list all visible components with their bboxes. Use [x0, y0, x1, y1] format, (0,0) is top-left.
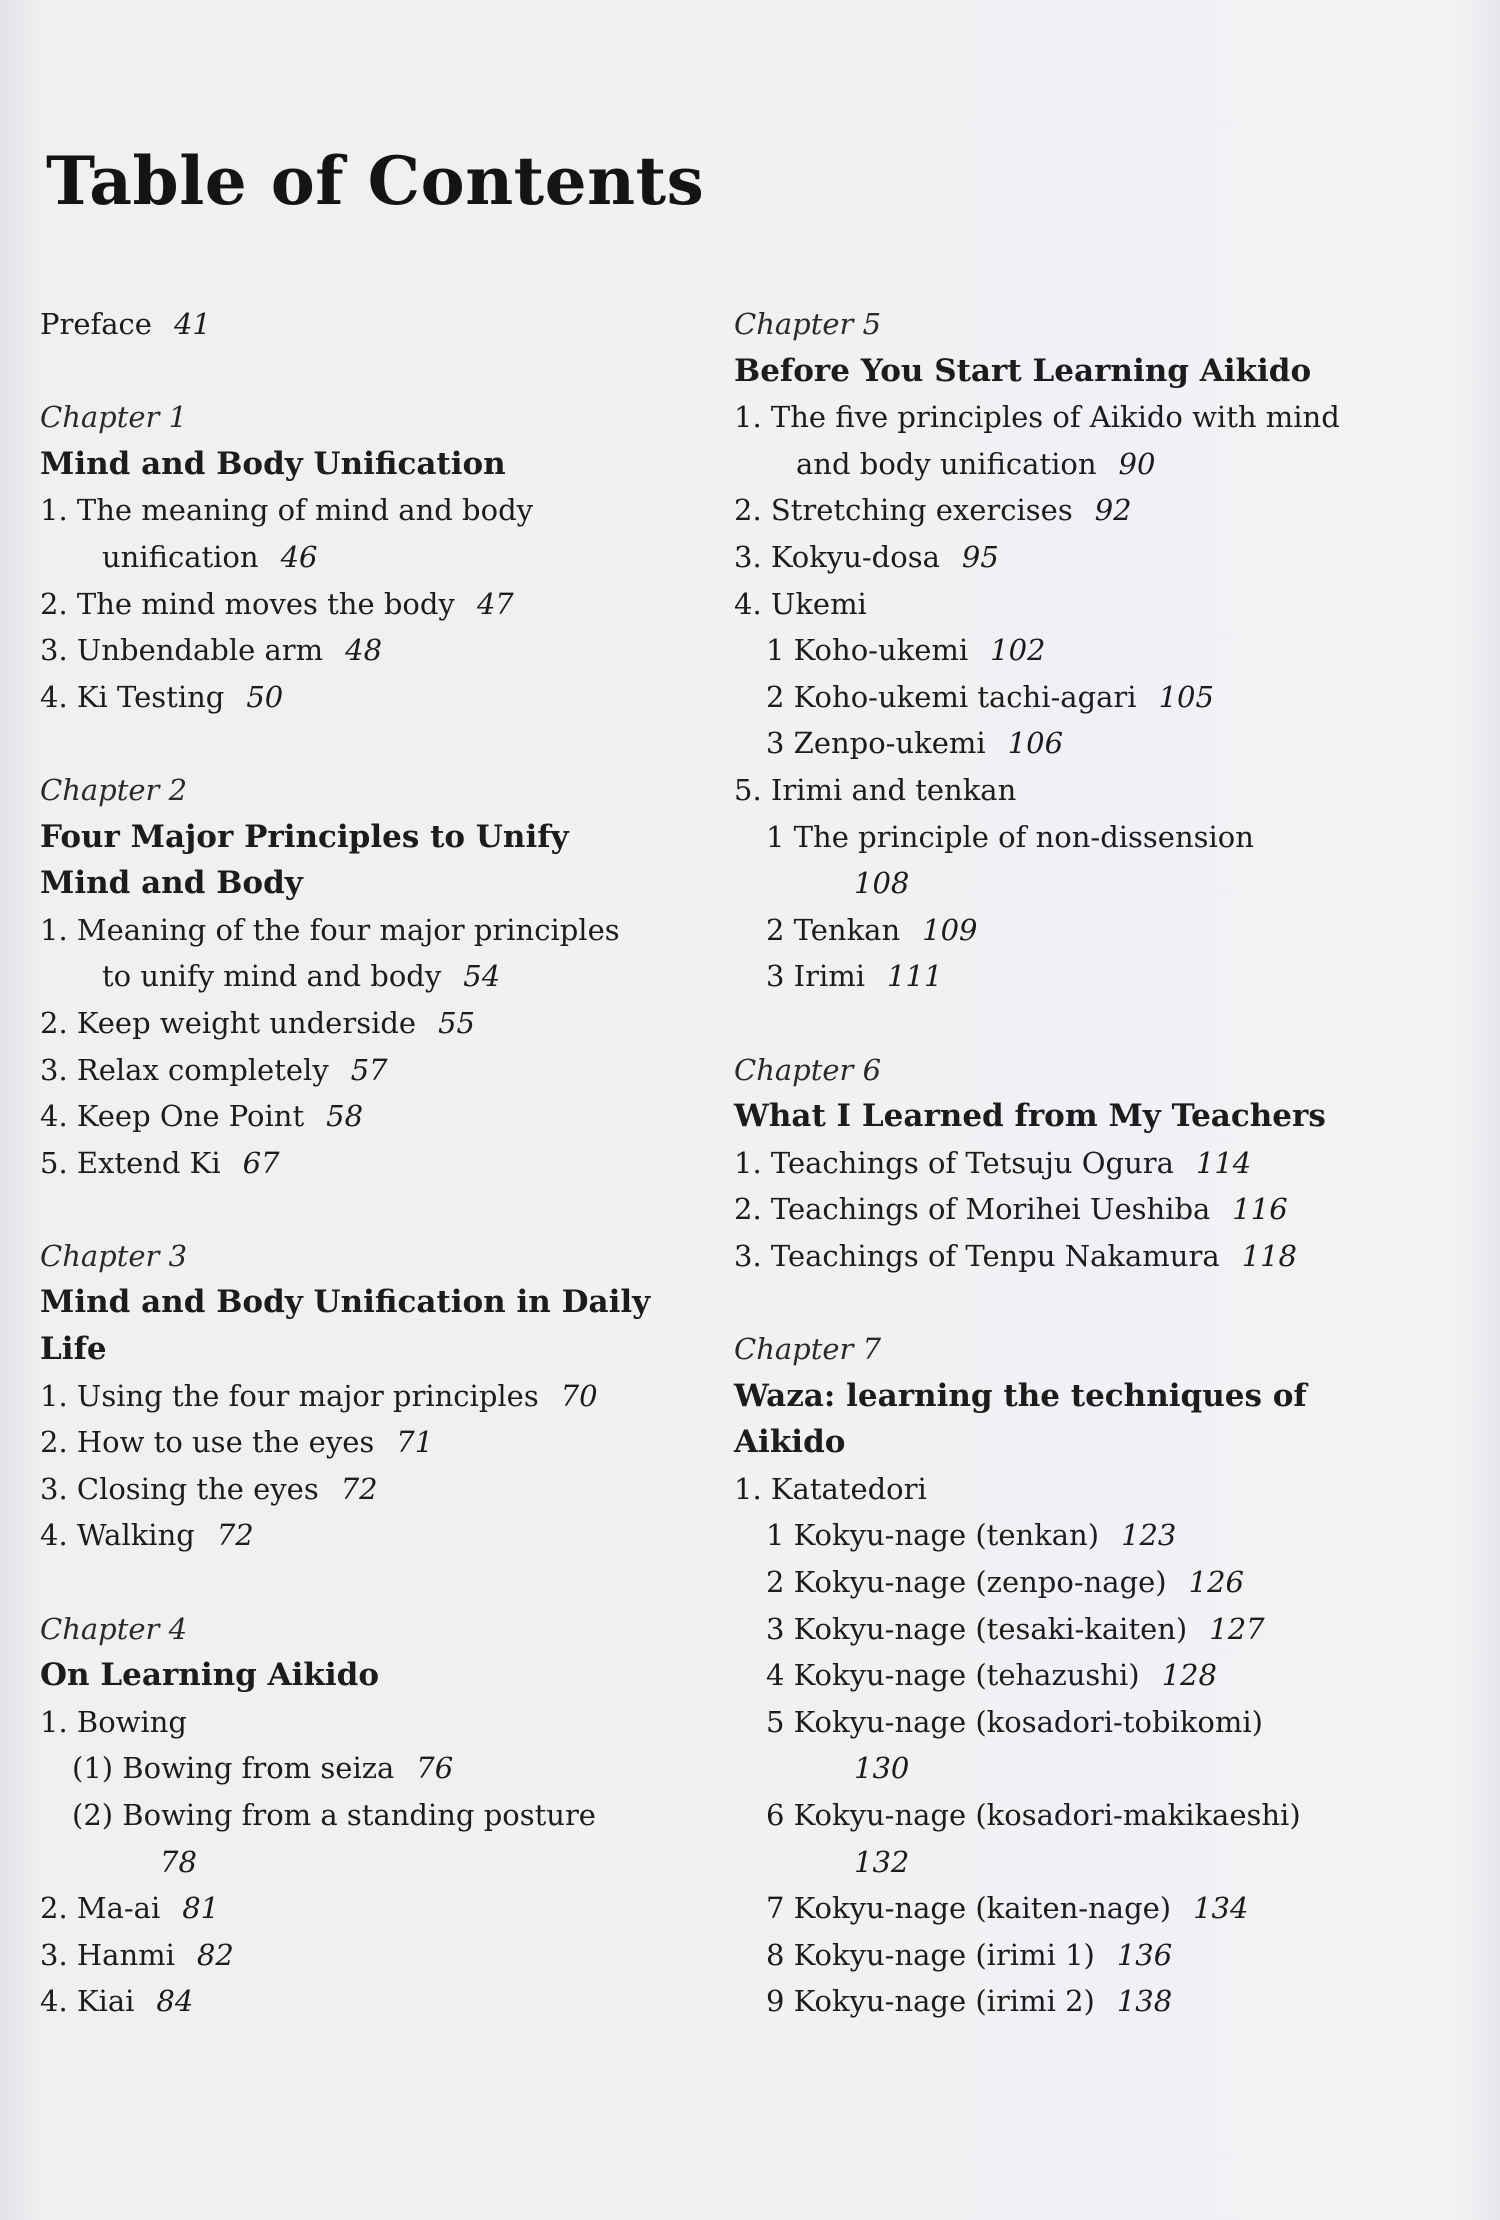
toc-entry	[734, 1186, 1374, 1233]
page-number: 109	[922, 912, 978, 947]
toc-subentry	[734, 627, 1374, 674]
page-number: 46	[280, 539, 318, 574]
toc-entry	[734, 1233, 1374, 1280]
page-number: 134	[1193, 1891, 1249, 1926]
entry-text: unification	[102, 539, 259, 574]
toc-subentry	[40, 1745, 680, 1792]
entry-text: Life	[40, 1331, 107, 1368]
page-number: 118	[1241, 1238, 1297, 1273]
toc-entry	[734, 534, 1374, 581]
toc-entry	[734, 1466, 1374, 1513]
entry-text: 9 Kokyu-nage (irimi 2)	[766, 1984, 1095, 2019]
entry-text: 3. Hanmi	[40, 1937, 175, 1972]
page-number: 116	[1232, 1192, 1288, 1227]
page-number: 67	[242, 1145, 280, 1180]
entry-text: 3. Closing the eyes	[40, 1471, 319, 1506]
toc-entry	[40, 1512, 680, 1559]
toc-subentry	[734, 1606, 1374, 1653]
page-number: 132	[854, 1844, 910, 1879]
chapter-label	[40, 1233, 680, 1280]
page-number: 71	[396, 1425, 434, 1460]
toc-entry	[40, 487, 680, 534]
page-number: 105	[1158, 679, 1214, 714]
toc-entry	[40, 1419, 680, 1466]
page-number: 102	[990, 633, 1046, 668]
toc-entry	[40, 301, 680, 348]
page-number: 114	[1195, 1145, 1252, 1180]
page-number: 58	[326, 1099, 364, 1134]
page-number: 84	[156, 1984, 194, 2019]
page-number: 54	[463, 959, 501, 994]
toc-entry	[734, 767, 1374, 814]
entry-text: 3. Relax completely	[40, 1052, 329, 1087]
page-number: 123	[1121, 1518, 1177, 1553]
toc-left-column	[40, 301, 680, 2025]
toc-entry	[40, 907, 680, 954]
entry-text: 5 Kokyu-nage (kosadori-tobikomi)	[766, 1704, 1263, 1739]
page-number: 50	[246, 679, 284, 714]
entry-text: Chapter 7	[734, 1332, 882, 1367]
toc-entry-continuation	[40, 953, 680, 1000]
page-number: 127	[1209, 1611, 1265, 1646]
page-number: 126	[1188, 1565, 1244, 1600]
chapter-label	[40, 1606, 680, 1653]
toc-entry	[734, 1140, 1374, 1187]
entry-text: Preface	[40, 307, 152, 341]
entry-text: 4. Ki Testing	[40, 679, 225, 714]
toc-entry	[734, 487, 1374, 534]
entry-text: 2. Ma-ai	[40, 1891, 161, 1926]
chapter-heading	[734, 1373, 1374, 1420]
entry-text: 2. Keep weight underside	[40, 1005, 417, 1040]
toc-subentry	[734, 1792, 1374, 1839]
toc-right-column	[734, 301, 1374, 2025]
entry-text: 7 Kokyu-nage (kaiten-nage)	[766, 1891, 1172, 1926]
entry-text: Four Major Principles to Unify	[40, 818, 569, 855]
toc-subentry	[40, 1792, 680, 1839]
toc-subentry	[734, 674, 1374, 721]
entry-text: 1. Teachings of Tetsuju Ogura	[734, 1145, 1174, 1180]
toc-entry	[40, 1093, 680, 1140]
toc-subentry-continuation	[734, 860, 1374, 907]
toc-subentry	[734, 1885, 1374, 1932]
entry-text: Chapter 5	[734, 307, 882, 341]
entry-text: 3 Irimi	[766, 959, 866, 994]
entry-text: 3 Kokyu-nage (tesaki-kaiten)	[766, 1611, 1188, 1646]
toc-entry	[734, 394, 1374, 441]
entry-text: 2 Kokyu-nage (zenpo-nage)	[766, 1565, 1167, 1600]
page-number: 128	[1161, 1658, 1217, 1693]
toc-subentry	[734, 907, 1374, 954]
entry-text: (2) Bowing from a standing posture	[72, 1798, 596, 1832]
toc-subentry	[734, 1932, 1374, 1979]
page-number: 136	[1116, 1937, 1173, 1972]
entry-text: 1 Koho-ukemi	[766, 633, 969, 668]
chapter-label	[40, 767, 680, 814]
toc-subentry	[734, 720, 1374, 767]
entry-text: On Learning Aikido	[40, 1657, 380, 1694]
entry-text: 3. Kokyu-dosa	[734, 539, 940, 574]
chapter-label	[734, 1326, 1374, 1373]
toc-subentry-continuation	[734, 1839, 1374, 1886]
entry-text: What I Learned from My Teachers	[734, 1098, 1326, 1135]
section-spacer	[734, 1000, 1374, 1047]
toc-entry	[40, 1140, 680, 1187]
entry-text: 1. Meaning of the four major principles	[40, 912, 620, 947]
section-spacer	[734, 1279, 1374, 1326]
entry-text: to unify mind and body	[102, 959, 442, 994]
toc-entry	[40, 1932, 680, 1979]
chapter-label	[734, 301, 1374, 348]
page-number: 138	[1116, 1984, 1173, 2019]
entry-text: 5. Extend Ki	[40, 1145, 221, 1180]
entry-text: 5. Irimi and tenkan	[734, 772, 1017, 807]
entry-text: 8 Kokyu-nage (irimi 1)	[766, 1937, 1095, 1972]
entry-text: 4. Ukemi	[734, 586, 867, 621]
page-number: 111	[887, 959, 943, 994]
toc-entry	[40, 1978, 680, 2025]
section-spacer	[40, 1559, 680, 1606]
page-number: 92	[1094, 493, 1132, 528]
entry-text: 3. Unbendable arm	[40, 633, 324, 668]
entry-text: 4. Kiai	[40, 1984, 135, 2019]
chapter-heading	[40, 441, 680, 488]
chapter-heading	[734, 1093, 1374, 1140]
page-number: 70	[560, 1378, 598, 1413]
entry-text: 1. The meaning of mind and body	[40, 493, 534, 528]
entry-text: 1 Kokyu-nage (tenkan)	[766, 1518, 1100, 1553]
toc-entry	[40, 581, 680, 628]
chapter-heading	[40, 814, 680, 861]
page-number: 81	[182, 1891, 220, 1926]
chapter-heading	[40, 860, 680, 907]
entry-text: Mind and Body	[40, 865, 303, 902]
page-title: Table of Contents	[46, 142, 705, 220]
entry-text: Mind and Body Unification in Daily	[40, 1284, 651, 1321]
toc-subentry	[734, 1978, 1374, 2025]
entry-text: 4. Keep One Point	[40, 1099, 305, 1134]
toc-subentry	[734, 814, 1374, 861]
entry-text: 1. Katatedori	[734, 1471, 927, 1506]
toc-subentry	[734, 1512, 1374, 1559]
page-number: 72	[216, 1518, 254, 1553]
entry-text: Waza: learning the techniques of	[734, 1377, 1307, 1414]
entry-text: Chapter 4	[40, 1611, 188, 1646]
page-number: 57	[350, 1052, 388, 1087]
entry-text: 3 Zenpo-ukemi	[766, 726, 986, 761]
toc-entry	[40, 1000, 680, 1047]
chapter-heading	[40, 1326, 680, 1373]
chapter-label	[734, 1047, 1374, 1094]
section-spacer	[40, 348, 680, 395]
entry-text: 2 Tenkan	[766, 912, 901, 947]
section-spacer	[40, 720, 680, 767]
entry-text: 6 Kokyu-nage (kosadori-makikaeshi)	[766, 1798, 1301, 1832]
entry-text: 2. Teachings of Morihei Ueshiba	[734, 1192, 1211, 1227]
toc-subentry	[734, 953, 1374, 1000]
page-number: 47	[476, 586, 514, 621]
page-number: 82	[196, 1937, 234, 1972]
entry-text: Chapter 2	[40, 772, 188, 807]
chapter-heading	[40, 1279, 680, 1326]
page-number: 78	[160, 1844, 197, 1879]
entry-text: 2 Koho-ukemi tachi-agari	[766, 679, 1137, 714]
toc-entry	[40, 1373, 680, 1420]
toc-entry-continuation	[40, 534, 680, 581]
entry-text: (1) Bowing from seiza	[72, 1751, 395, 1786]
toc-entry	[734, 581, 1374, 628]
toc-subentry	[734, 1559, 1374, 1606]
page-number: 95	[961, 539, 999, 574]
entry-text: 1. Bowing	[40, 1704, 187, 1739]
entry-text: Aikido	[734, 1424, 846, 1461]
entry-text: 1. Using the four major principles	[40, 1378, 539, 1413]
entry-text: Chapter 1	[40, 400, 188, 435]
page-number: 108	[854, 866, 910, 901]
toc-entry	[40, 1885, 680, 1932]
toc-subentry	[734, 1699, 1374, 1746]
entry-text: 4 Kokyu-nage (tehazushi)	[766, 1658, 1140, 1693]
toc-subentry	[734, 1652, 1374, 1699]
section-spacer	[40, 1186, 680, 1233]
entry-text: 2. How to use the eyes	[40, 1425, 375, 1460]
entry-text: 4. Walking	[40, 1518, 195, 1553]
toc-entry	[40, 627, 680, 674]
entry-text: 2. Stretching exercises	[734, 493, 1073, 528]
toc-subentry-continuation	[40, 1839, 680, 1886]
chapter-heading	[734, 1419, 1374, 1466]
entry-text: Before You Start Learning Aikido	[734, 352, 1312, 389]
page-number: 90	[1118, 446, 1156, 481]
page-number: 106	[1007, 726, 1064, 761]
toc-entry	[40, 1699, 680, 1746]
entry-text: 1 The principle of non-dissension	[766, 819, 1254, 854]
entry-text: Chapter 3	[40, 1238, 188, 1273]
toc-entry	[40, 674, 680, 721]
toc-entry	[40, 1466, 680, 1513]
entry-text: and body unification	[796, 446, 1097, 481]
entry-text: Mind and Body Unification	[40, 445, 506, 482]
entry-text: 2. The mind moves the body	[40, 586, 455, 621]
toc-subentry-continuation	[734, 1745, 1374, 1792]
toc-entry	[40, 1047, 680, 1094]
toc-entry-continuation	[734, 441, 1374, 488]
entry-text: Chapter 6	[734, 1052, 882, 1087]
chapter-heading	[40, 1652, 680, 1699]
chapter-heading	[734, 348, 1374, 395]
page-number: 72	[340, 1471, 378, 1506]
entry-text: 3. Teachings of Tenpu Nakamura	[734, 1238, 1220, 1273]
page-number: 130	[854, 1751, 910, 1786]
page-number: 55	[438, 1005, 475, 1040]
entry-text: 1. The five principles of Aikido with mind	[734, 400, 1340, 435]
page-number: 41	[173, 307, 211, 341]
page-number: 76	[416, 1751, 454, 1786]
page-number: 48	[345, 633, 383, 668]
chapter-label	[40, 394, 680, 441]
